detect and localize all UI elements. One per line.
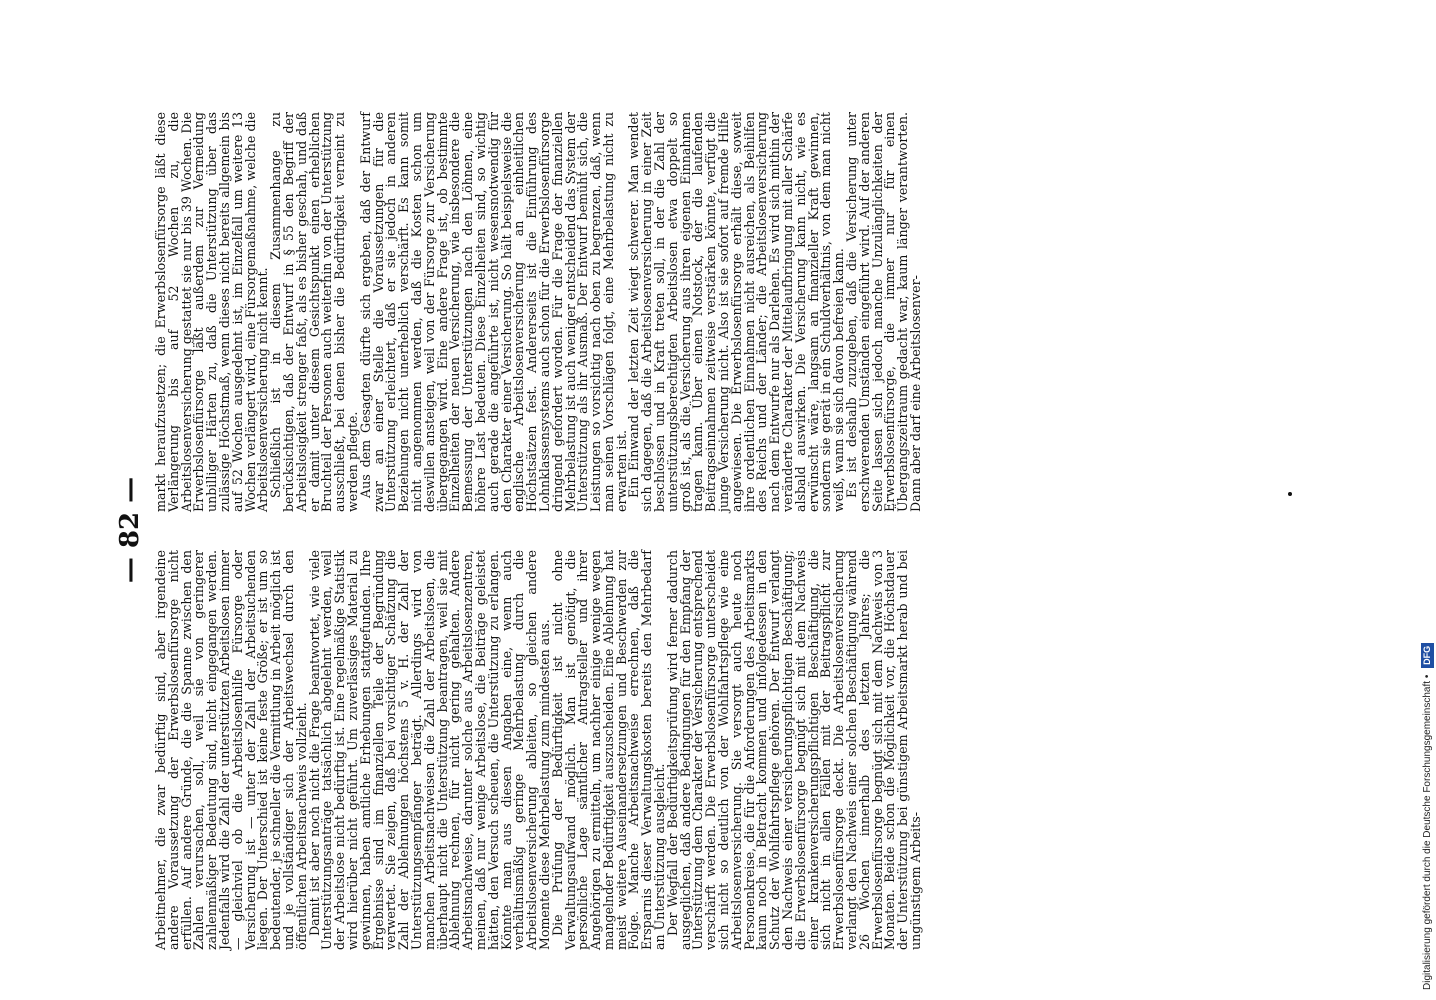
paragraph: Es ist deshalb zuzugeben, daß die Versicherung unter erschwerenden Umständen eingeführt wird. Auf der anderen Seite lassen sich jedoch manche Unzulänglichkeiten der Erwerbslosenfürsorge, die immer nur für einen Übergangszeitraum gedacht war, kaum länger verantworten. Dann aber darf eine Arbeitslosenver- bbox=[844, 112, 924, 512]
paragraph: Damit ist aber noch nicht die Frage beantwortet, wie viele Unterstützungsanträge tatsächlich abgelehnt werden, weil der Arbeitslose nicht bedürftig ist. Eine regelmäßige Statistik wird hierüber nicht geführt. Um zuverlässiges Material zu gewinnen, haben amtliche Erhebungen stattgefunden. Ihre Ergebnisse sind im finanziellen Teile der Begründung verwertet. Sie zeigen, daß bei vorsichtiger Schätzung die Zahl der Ablehnungen höchstens 5 v. H. der Zahl der Unterstützungsempfänger beträgt. Allerdings wird von manchen Arbeitsnachweisen die Zahl der Arbeitslosen, die überhaupt nicht die Unterstützung beantragen, weil sie mit Ablehnung rechnen, für nicht gering gehalten. Andere Arbeitsnachweise, darunter solche aus Arbeitslosenzentren, meinen, daß nur wenige Arbeitslose, die Beiträge geleistet hätten, den Versuch scheuen, die Unterstützung zu erlangen. Könnte man aus diesen Angaben eine, wenn auch verhältnismäßig geringe Mehrbelastung durch die Arbeitslosenversicherung ableiten, so gleichen andere Momente diese Mehrbelastung zum mindesten aus. bbox=[306, 550, 552, 950]
text-column-left bbox=[155, 550, 1285, 950]
paragraph: Arbeitnehmer, die zwar bedürftig sind, aber irgendeine andere Voraussetzung der Erwerbslosenfürsorge nicht erfüllen. Auf andere Gründe, die die Spanne zwischen den Zahlen verursachen, soll, weil sie von geringerer zahlenmäßiger Bedeutung sind, nicht eingegangen werden. Jedenfalls wird die Zahl der unterstützten Arbeitslosen immer — gleichviel ob die Arbeitslosenhilfe Fürsorge oder Versicherung ist — unter der Zahl der Arbeitsuchenden liegen. Der Unterschied ist keine feste Größe; er ist um so bedeutender, je schneller die Vermittlung in Arbeit möglich ist und je vollständiger sich der Arbeitswechsel durch den öffentlichen Arbeitsnachweis vollzieht. bbox=[153, 550, 309, 950]
digitization-credit bbox=[1420, 10, 1436, 990]
page-number: — 82 — bbox=[115, 476, 145, 584]
dfg-logo: DFG bbox=[1421, 643, 1434, 668]
paragraph: markt heraufzusetzen; die Erwerbslosenfürsorge läßt diese Verlängerung bis auf 52 Wochen zu, die Arbeitslosenversicherung gestattet sie nur bis 39 Wochen. Die Erwerbslosenfürsorge läßt außerdem zur Vermeidung unbilliger Härten zu, daß die Unterstützung über das zulässige Höchstmaß, wenn dieses nicht bereits allgemein bis auf 52 Wochen ausgedehnt ist, im Einzelfall um weitere 13 Wochen verlängert wird, eine Fürsorgemaßnahme, welche die Arbeitslosenversicherung nicht kennt. bbox=[153, 112, 271, 512]
paragraph: Ein Einwand der letzten Zeit wiegt schwerer. Man wendet sich dagegen, daß die Arbeitslosenversicherung in einer Zeit beschlossen und in Kraft treten soll, in der die Zahl der unterstützungsberechtigten Arbeitslosen etwa doppelt so groß ist, als die Versicherung aus ihren eigenen Einnahmen tragen kann. Über einen Notstock, der die laufenden Beitragseinnahmen zeitweise verstärken könnte, verfügt die junge Versicherung nicht. Also ist sie sofort auf fremde Hilfe angewiesen. Die Erwerbslosenfürsorge erhält diese, soweit ihre ordentlichen Einnahmen nicht ausreichen, als Beihilfen des Reichs und der Länder; die Arbeitslosenversicherung nach dem Entwurfe nur als Darlehen. Es wird sich mithin der veränderte Charakter der Mittelaufbringung mit aller Schärfe alsbald auswirken. Die Versicherung kann nicht, wie es erwünscht wäre, langsam an finanzieller Kraft gewinnen, sondern sie gerät in ein Schuldverhältnis, von dem man nicht weiß, wann sie sich davon befreien kann. bbox=[626, 112, 847, 512]
paragraph: Die Prüfung der Bedürftigkeit ist nicht ohne Verwaltungsaufwand möglich. Man ist genötigt, die persönliche Lage sämtlicher Antragsteller und ihrer Angehörigen zu ermitteln, um nachher einige wenige wegen mangelnder Bedürftigkeit auszuscheiden. Eine Ablehnung hat meist weitere Auseinandersetzungen und Beschwerden zur Folge. Manche Arbeitsnachweise errechnen, daß die Ersparnis dieser Verwaltungskosten bereits den Mehrbedarf an Unterstützung ausgleicht. bbox=[549, 550, 668, 950]
paragraph: Aus dem Gesagten dürfte sich ergeben, daß der Entwurf zwar an einer Stelle die Voraussetzungen für die Unterstützung erleichtert, daß er sie jedoch in anderen Beziehungen nicht unerheblich verschärft. Es kann somit nicht angenommen werden, daß die Kosten schon um deswillen ansteigen, weil von der Fürsorge zur Versicherung übergegangen wird. Eine andere Frage ist, ob bestimmte Einzelheiten der neuen Versicherung, wie insbesondere die Bemessung der Unterstützungen nach den Löhnen, eine höhere Last bedeuten. Diese Einzelheiten sind, so wichtig auch gerade die angeführte ist, nicht wesensnotwendig für den Charakter einer Versicherung. So hält beispielsweise die englische Arbeitslosenversicherung an einheitlichen Höchstsätzen fest. Andererseits ist die Einführung des Lohnklassensystems auch schon für die Erwerbslosenfürsorge dringend gefordert worden. Für die Frage der finanziellen Mehrbelastung ist auch weniger entscheidend das System der Unterstützung als ihr Ausmaß. Der Entwurf bemüht sich, die Leistungen so vorsichtig nach oben zu begrenzen, daß, wenn man seinen Vorschlägen folgt, eine Mehrbelastung nicht zu erwarten ist. bbox=[357, 112, 629, 512]
text-column-right bbox=[155, 112, 1285, 512]
rotated-page-content bbox=[110, 110, 1290, 950]
credit-text: Digitalisierung gefördert durch die Deutsche Forschungsgemeinschaft • bbox=[1422, 674, 1433, 990]
scan-speck bbox=[1288, 492, 1292, 496]
paragraph: Schließlich ist in diesem Zusammenhange zu berücksichtigen, daß der Entwurf in § 55 den Begriff der Arbeitslosigkeit strenger faßt, als es bisher geschah, und daß er damit unter diesem Gesichtspunkt einen erheblichen Bruchteil der Personen auch weiterhin von der Unterstützung ausschließt, bei denen bisher die Bedürftigkeit verneint zu werden pflegte. bbox=[268, 112, 360, 512]
paragraph: Der Wegfall der Bedürftigkeitsprüfung wird ferner dadurch ausgeglichen, daß andere Bedingungen für den Empfang der Unterstützung dem Charakter der Versicherung entsprechend verschärft werden. Die Erwerbslosenfürsorge unterscheidet sich nicht so deutlich von der Wohlfahrtspflege wie eine Arbeitslosenversicherung. Sie versorgt auch heute noch Personenkreise, die für die Anforderungen des Arbeitsmarkts kaum noch in Betracht kommen und infolgedessen in den Schutz der Wohlfahrtspflege gehören. Der Entwurf verlangt den Nachweis einer versicherungspflichtigen Beschäftigung; die Erwerbslosenfürsorge begnügt sich mit dem Nachweis einer krankenversicherungspflichtigen Beschäftigung, die sich nicht in allen Fällen mit der Beitragspflicht zur Erwerbslosenfürsorge deckt. Die Arbeitslosenversicherung verlangt den Nachweis einer solchen Beschäftigung während 26 Wochen innerhalb des letzten Jahres; die Erwerbslosenfürsorge begnügt sich mit dem Nachweis von 3 Monaten. Beide schon die Möglichkeit vor, die Höchstdauer der Unterstützung bei günstigem Arbeitsmarkt herab und bei ungünstigem Arbeits- bbox=[664, 550, 924, 950]
